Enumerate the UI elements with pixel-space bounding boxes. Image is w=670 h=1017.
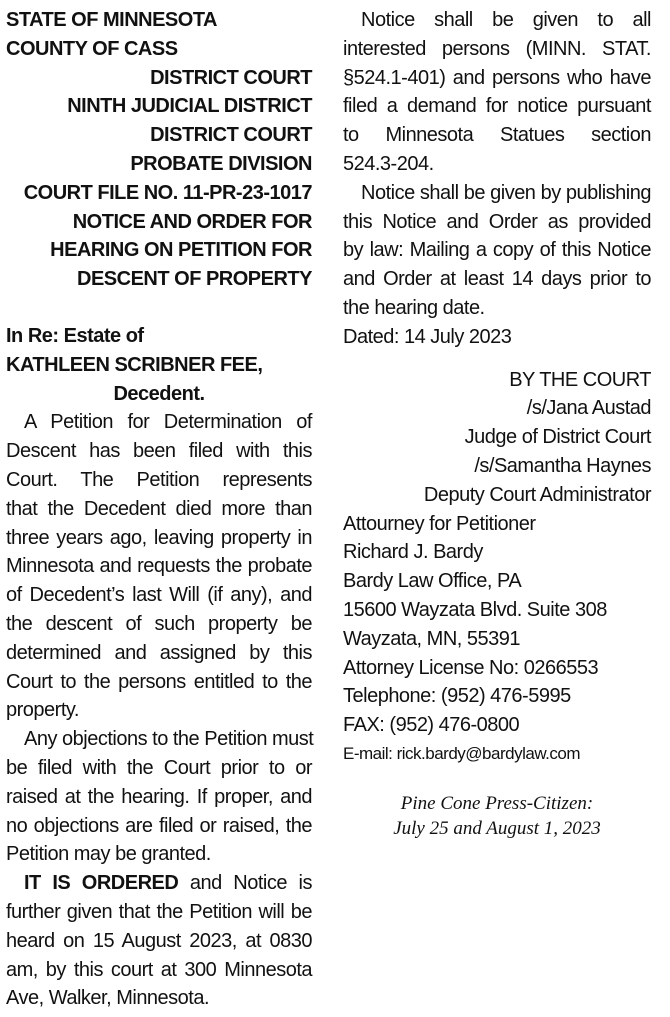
paragraph-line: of Decedent’s last Will (if any), and (6, 584, 312, 607)
paragraph-line: be filed with the Court prior to or (6, 756, 312, 779)
paragraph-line: that the Decedent died more than (6, 497, 312, 520)
paragraph-line: Court. The Petition represents (6, 468, 312, 491)
division-line: PROBATE DIVISION (130, 152, 312, 175)
license-number: Attorney License No: 0266553 (343, 656, 599, 679)
paragraph-line: by law: Mailing a copy of this Notice (343, 239, 651, 262)
judge-signature: /s/Jana Austad (526, 397, 651, 420)
attorney-heading: Attourney for Petitioner (343, 512, 536, 535)
paragraph-line: filed a demand for notice pursuant (343, 95, 651, 118)
state-line: STATE OF MINNESOTA (6, 9, 217, 31)
telephone: Telephone: (952) 476-5995 (343, 685, 571, 708)
paragraph-line: this Notice and Order as provided (343, 210, 651, 233)
paragraph-line: Notice shall be given to all (361, 9, 651, 31)
publication-paper: Pine Cone Press-Citizen: (400, 792, 594, 814)
court-line: DISTRICT COURT (150, 66, 312, 89)
petition-paragraph (6, 408, 312, 725)
administrator-title: Deputy Court Administrator (423, 483, 651, 506)
fax: FAX: (952) 476-0800 (343, 714, 520, 737)
paragraph-line: Minnesota and requests the probate (6, 555, 312, 578)
signature-block (343, 366, 651, 510)
paragraph-line: §524.1-401) and persons who have (343, 66, 651, 89)
paragraph-line: Descent has been filed with this (6, 440, 312, 463)
paragraph-line: Court to the persons entitled to the (6, 670, 312, 693)
paragraph-line: to Minnesota Statues section (343, 124, 651, 147)
judge-title: Judge of District Court (464, 426, 651, 449)
paragraph-line: determined and assigned by this (6, 641, 312, 664)
paragraph-line: interested persons (MINN. STAT. (343, 37, 651, 60)
objections-paragraph (6, 725, 312, 869)
paragraph-line: no objections are filed or raised, the (6, 814, 312, 837)
paragraph-line: further given that the Petition will be (6, 900, 312, 923)
paragraph-line (6, 869, 312, 898)
paragraph-line: Notice shall be given by publishing (361, 181, 651, 204)
paragraph-line: Any objections to the Petition must (24, 728, 314, 751)
right-column (343, 6, 651, 841)
paragraph-line: and Order at least 14 days prior to (343, 268, 651, 291)
decedent-role: Decedent. (113, 382, 205, 405)
court-line-2: DISTRICT COURT (150, 124, 312, 147)
publication-dates: July 25 and August 1, 2023 (393, 817, 601, 839)
left-column (6, 6, 312, 1013)
paragraph-line: the descent of such property be (6, 612, 312, 635)
attorney-block (343, 510, 651, 769)
paragraph-line: Petition may be granted. (6, 843, 211, 866)
law-office: Bardy Law Office, PA (343, 570, 522, 593)
paragraph-line: the hearing date. (343, 296, 485, 319)
order-lead-rest: and Notice is (178, 872, 313, 895)
dated-line: Dated: 14 July 2023 (343, 325, 512, 348)
county-line: COUNTY OF CASS (6, 37, 178, 60)
paragraph-line: heard on 15 August 2023, at 0830 (6, 929, 312, 952)
paragraph-line: Ave, Walker, Minnesota. (6, 987, 210, 1010)
city-address: Wayzata, MN, 55391 (343, 627, 521, 650)
order-lead: IT IS ORDERED (24, 872, 179, 895)
by-the-court: BY THE COURT (509, 368, 651, 391)
notice-title-line-2: HEARING ON PETITION FOR (50, 239, 312, 262)
in-re-line: In Re: Estate of (6, 324, 144, 347)
notice-title-line-3: DESCENT OF PROPERTY (77, 268, 312, 291)
paragraph-line: 524.3-204. (343, 152, 434, 175)
court-file-number: COURT FILE NO. 11-PR-23-1017 (23, 181, 312, 204)
publishing-paragraph (343, 179, 651, 323)
street-address: 15600 Wayzata Blvd. Suite 308 (343, 598, 607, 621)
administrator-signature: /s/Samantha Haynes (474, 454, 651, 477)
publication-credit (343, 791, 651, 841)
notice-title-line-1: NOTICE AND ORDER FOR (72, 210, 312, 233)
email: E-mail: rick.bardy@bardylaw.com (343, 743, 580, 763)
order-paragraph (6, 869, 312, 1013)
paragraph-line: property. (6, 699, 79, 722)
paragraph-line: raised at the hearing. If proper, and (6, 785, 312, 808)
notice-paragraph (343, 6, 651, 179)
paragraph-line: A Petition for Determination of (24, 411, 312, 434)
paragraph-line: three years ago, leaving property in (6, 526, 312, 549)
judicial-district-line: NINTH JUDICIAL DISTRICT (67, 95, 312, 118)
paragraph-line: am, by this court at 300 Minnesota (6, 958, 312, 981)
decedent-name: KATHLEEN SCRIBNER FEE, (6, 353, 263, 376)
attorney-name: Richard J. Bardy (343, 541, 483, 564)
